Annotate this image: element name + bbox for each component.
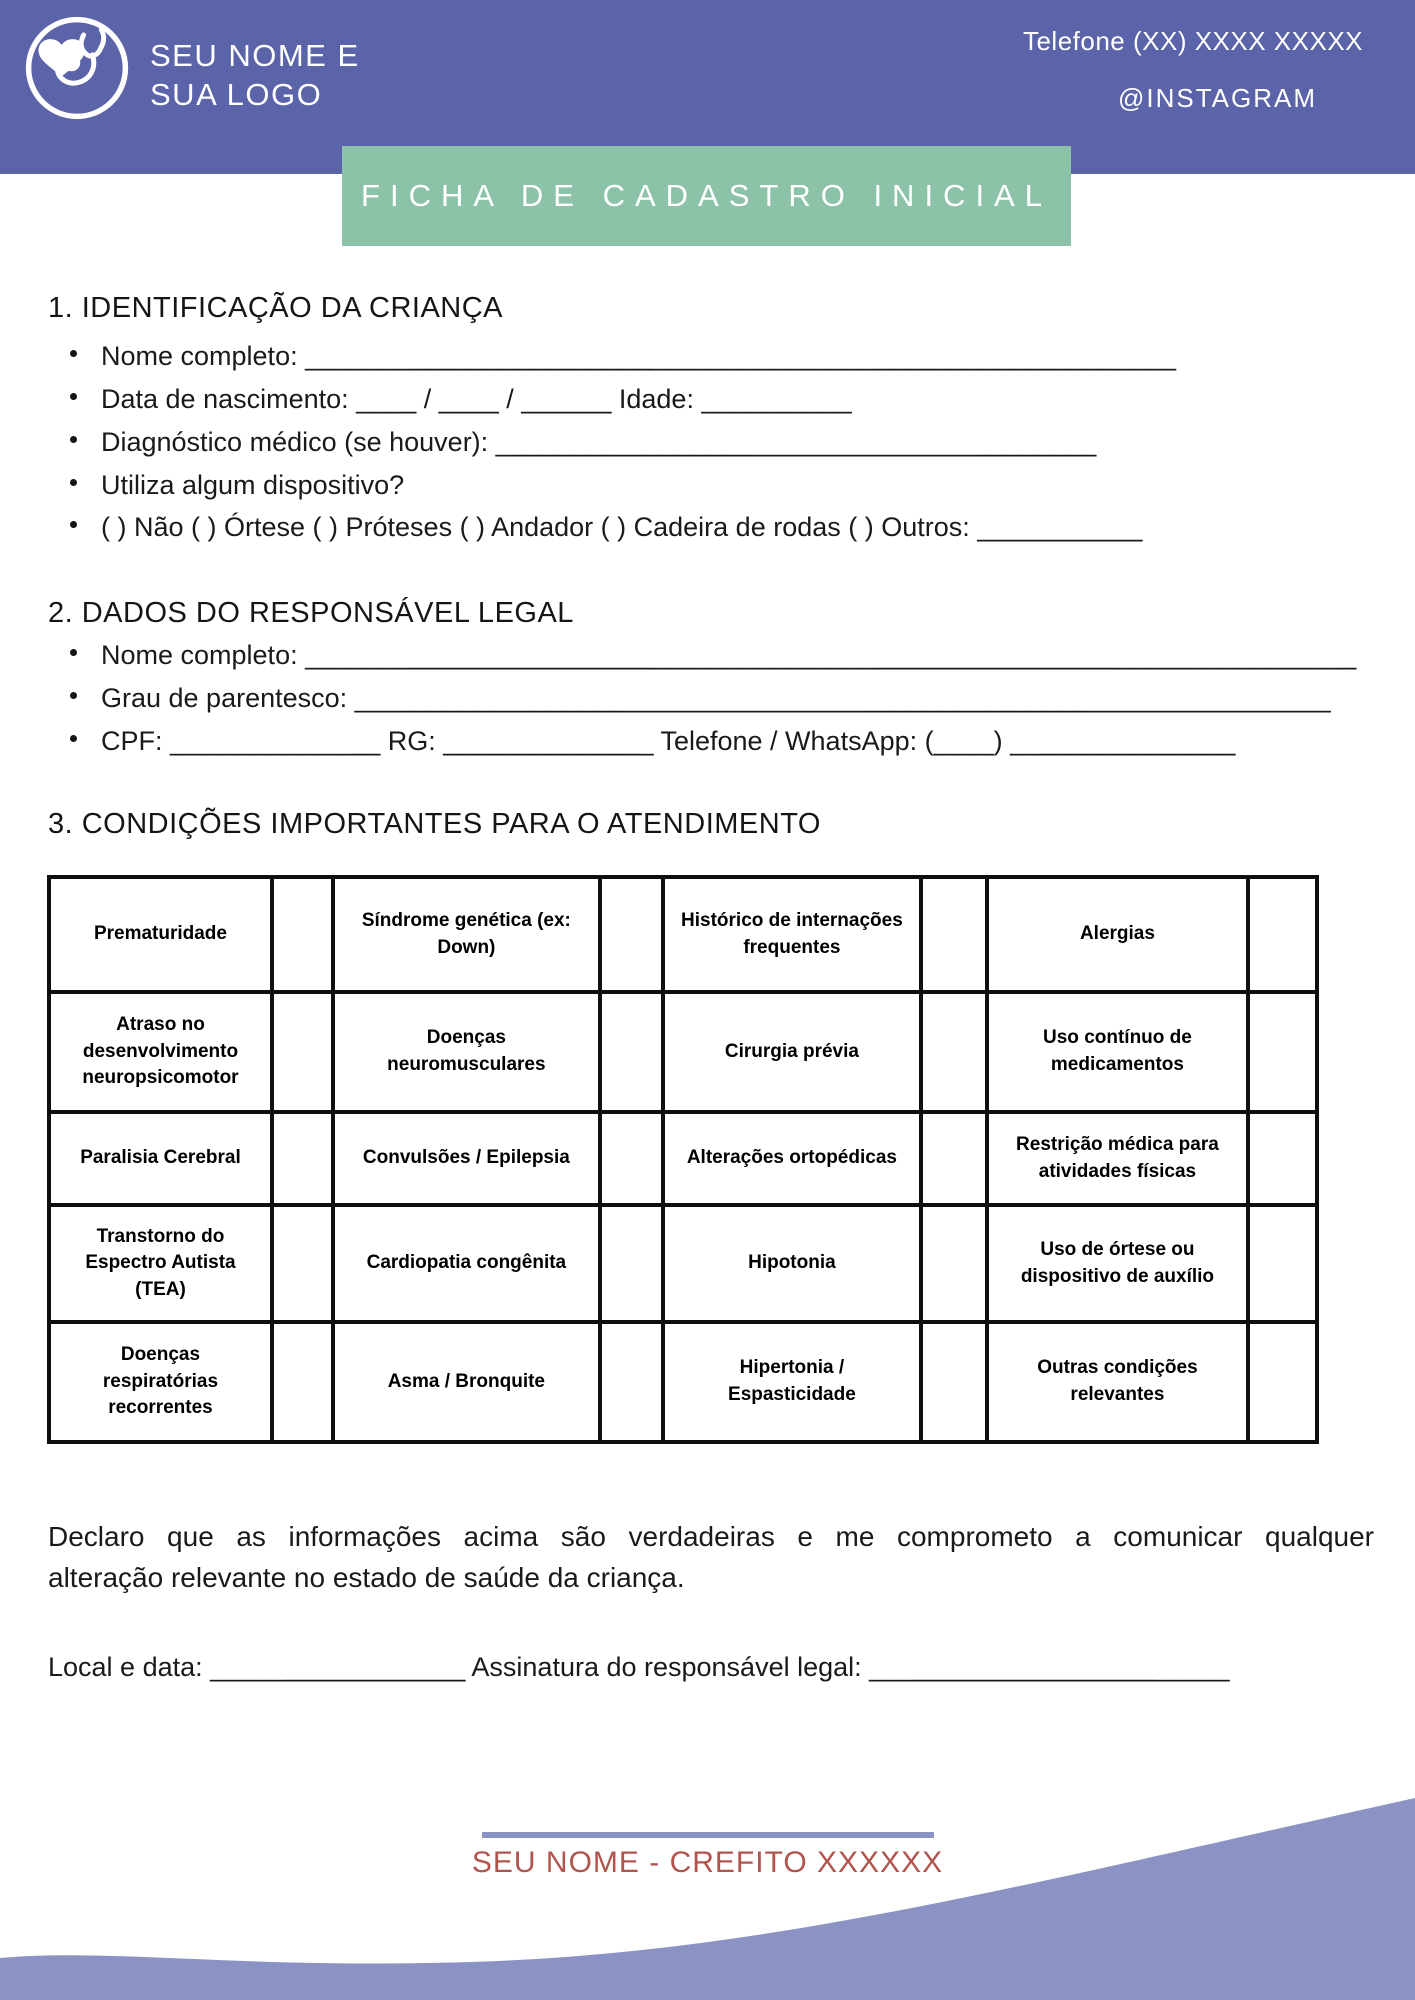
condition-cell: Doenças respiratórias recorrentes bbox=[49, 1322, 272, 1442]
phone-number: Telefone (XX) XXXX XXXXX bbox=[1022, 26, 1363, 56]
section3-title: 3. CONDIÇÕES IMPORTANTES PARA O ATENDIMENTO bbox=[48, 808, 821, 840]
condition-cell: Cardiopatia congênita bbox=[333, 1205, 600, 1322]
table-row bbox=[49, 992, 1317, 1112]
condition-cell: Outras condições relevantes bbox=[987, 1322, 1248, 1442]
section1-title: 1. IDENTIFICAÇÃO DA CRIANÇA bbox=[48, 292, 504, 324]
condition-cell: Alergias bbox=[987, 877, 1248, 992]
clinic-logo bbox=[22, 12, 132, 124]
condition-checkbox-cell[interactable] bbox=[272, 1112, 333, 1205]
condition-cell: Paralisia Cerebral bbox=[49, 1112, 272, 1205]
declaration-line1: Declaro que as informações acima são verdadeiras e me comprometo a comunicar qualquer bbox=[48, 1521, 1374, 1552]
form-title: FICHA DE CADASTRO INICIAL bbox=[361, 178, 1052, 213]
condition-cell: Atraso no desenvolvimento neuropsicomotor bbox=[49, 992, 272, 1112]
logo-text bbox=[150, 36, 360, 114]
declaration-line2: alteração relevante no estado de saúde da criança. bbox=[48, 1562, 685, 1593]
condition-checkbox-cell[interactable] bbox=[1248, 992, 1317, 1112]
heart-stethoscope-icon bbox=[22, 12, 132, 124]
condition-checkbox-cell[interactable] bbox=[921, 1112, 987, 1205]
condition-checkbox-cell[interactable] bbox=[921, 1205, 987, 1322]
condition-checkbox-cell[interactable] bbox=[1248, 1322, 1317, 1442]
condition-cell: Restrição médica para atividades físicas bbox=[987, 1112, 1248, 1205]
condition-checkbox-cell[interactable] bbox=[1248, 877, 1317, 992]
form-title-banner bbox=[342, 146, 1071, 246]
condition-cell: Uso de órtese ou dispositivo de auxílio bbox=[987, 1205, 1248, 1322]
condition-checkbox-cell[interactable] bbox=[272, 1322, 333, 1442]
condition-checkbox-cell[interactable] bbox=[1248, 1205, 1317, 1322]
logo-text-line1: SEU NOME E bbox=[150, 38, 360, 73]
condition-checkbox-cell[interactable] bbox=[600, 1205, 663, 1322]
field-birthdate-age[interactable]: Data de nascimento: ____ / ____ / ______ Idade: __________ bbox=[70, 384, 852, 415]
condition-checkbox-cell[interactable] bbox=[272, 992, 333, 1112]
condition-cell: Hipertonia / Espasticidade bbox=[663, 1322, 921, 1442]
field-child-full-name[interactable]: Nome completo: __________________________________________________________ bbox=[70, 341, 1176, 372]
condition-checkbox-cell[interactable] bbox=[600, 877, 663, 992]
condition-cell: Uso contínuo de medicamentos bbox=[987, 992, 1248, 1112]
section2-title: 2. DADOS DO RESPONSÁVEL LEGAL bbox=[48, 597, 574, 629]
condition-checkbox-cell[interactable] bbox=[272, 1205, 333, 1322]
condition-cell: Convulsões / Epilepsia bbox=[333, 1112, 600, 1205]
condition-cell: Asma / Bronquite bbox=[333, 1322, 600, 1442]
logo-text-line2: SUA LOGO bbox=[150, 77, 323, 112]
condition-cell: Síndrome genética (ex: Down) bbox=[333, 877, 600, 992]
condition-cell: Alterações ortopédicas bbox=[663, 1112, 921, 1205]
condition-checkbox-cell[interactable] bbox=[921, 877, 987, 992]
condition-cell: Hipotonia bbox=[663, 1205, 921, 1322]
condition-cell: Prematuridade bbox=[49, 877, 272, 992]
field-guardian-name[interactable]: Nome completo: ______________________________________________________________________ bbox=[70, 640, 1356, 671]
professional-credential: SEU NOME - CREFITO XXXXXX bbox=[471, 1846, 944, 1879]
condition-cell: Doenças neuromusculares bbox=[333, 992, 600, 1112]
table-row bbox=[49, 1322, 1317, 1442]
condition-checkbox-cell[interactable] bbox=[600, 992, 663, 1112]
conditions-table bbox=[47, 875, 1319, 1444]
table-row bbox=[49, 877, 1317, 992]
table-row bbox=[49, 1205, 1317, 1322]
condition-checkbox-cell[interactable] bbox=[921, 992, 987, 1112]
field-device-options[interactable]: ( ) Não ( ) Órtese ( ) Próteses ( ) Andador ( ) Cadeira de rodas ( ) Outros: ___________ bbox=[70, 512, 1142, 543]
footer-wave bbox=[0, 1770, 1415, 2000]
field-guardian-relationship[interactable]: Grau de parentesco: _________________________________________________________________ bbox=[70, 683, 1331, 714]
instagram-handle: @INSTAGRAM bbox=[1117, 83, 1317, 113]
field-guardian-cpf-rg-phone[interactable]: CPF: ______________ RG: ______________ Telefone / WhatsApp: (____) _______________ bbox=[70, 726, 1235, 757]
table-row bbox=[49, 1112, 1317, 1205]
field-medical-diagnosis[interactable]: Diagnóstico médico (se houver): ________________________________________ bbox=[70, 427, 1096, 458]
condition-cell: Cirurgia prévia bbox=[663, 992, 921, 1112]
condition-checkbox-cell[interactable] bbox=[272, 877, 333, 992]
condition-cell: Histórico de internações frequentes bbox=[663, 877, 921, 992]
condition-checkbox-cell[interactable] bbox=[600, 1112, 663, 1205]
label-uses-device: Utiliza algum dispositivo? bbox=[70, 470, 404, 501]
declaration-paragraph bbox=[48, 1516, 1374, 1598]
condition-checkbox-cell[interactable] bbox=[921, 1322, 987, 1442]
condition-checkbox-cell[interactable] bbox=[600, 1322, 663, 1442]
field-place-date-signature[interactable]: Local e data: _________________ Assinatura do responsável legal: ________________________ bbox=[48, 1652, 1230, 1682]
header-contact bbox=[1023, 26, 1363, 114]
condition-checkbox-cell[interactable] bbox=[1248, 1112, 1317, 1205]
condition-cell: Transtorno do Espectro Autista (TEA) bbox=[49, 1205, 272, 1322]
